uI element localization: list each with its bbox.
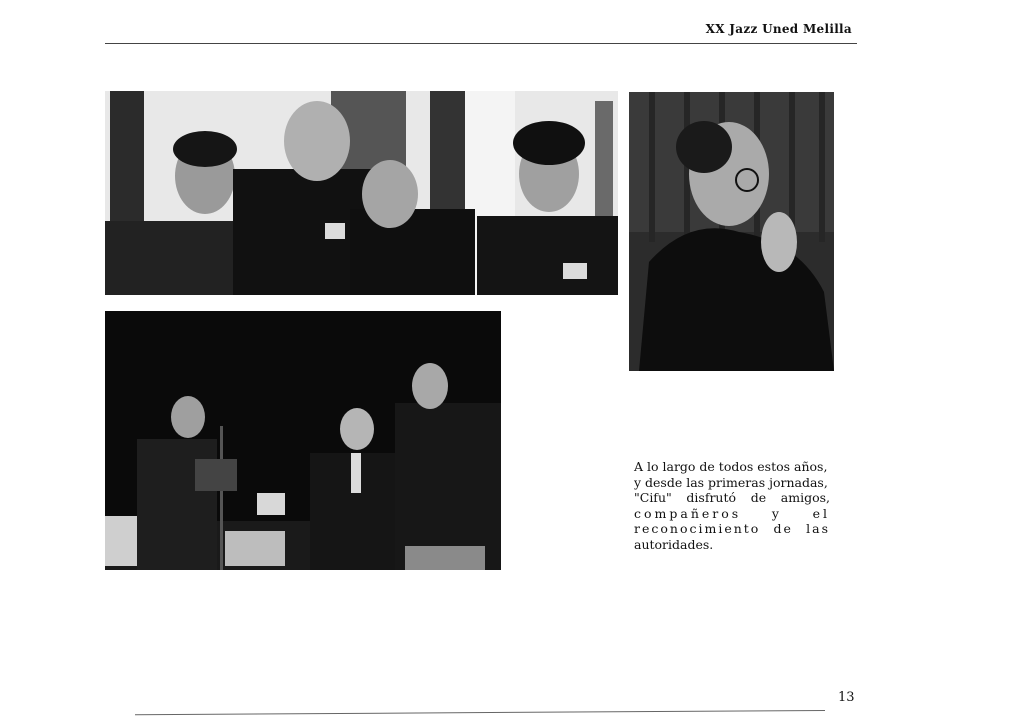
caption-line-5: reconocimiento de las xyxy=(634,521,830,537)
caption-line-6: autoridades. xyxy=(634,536,714,552)
group-photo xyxy=(105,91,618,295)
caption-line-2: y desde las primeras jornadas, xyxy=(634,474,828,490)
header-divider xyxy=(105,43,857,44)
caption-line-1: A lo largo de todos estos años, xyxy=(634,459,828,474)
caption-line-4: compañeros y el xyxy=(634,505,830,521)
footer-divider xyxy=(135,710,825,715)
stage-ceremony-photo xyxy=(105,311,501,570)
caption-line-3: "Cifu" disfrutó de amigos, xyxy=(634,490,830,506)
portrait-photo xyxy=(629,92,834,371)
page-header-title: XX Jazz Uned Melilla xyxy=(705,22,852,36)
page-number: 13 xyxy=(838,690,855,705)
photo-caption xyxy=(634,459,830,553)
